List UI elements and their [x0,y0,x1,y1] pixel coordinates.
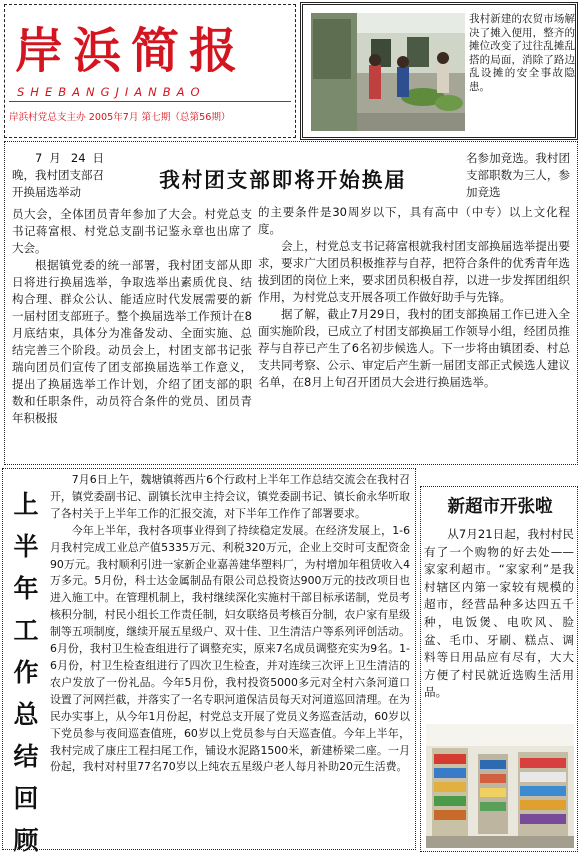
title-char: 工 [13,616,39,645]
article-paragraph: 从7月21日起，我村村民有了一个购物的好去处——家家利超市。“家家利”是我村辖区内第一家较有规模的超市，经营品种多达四五千种，电饭煲、电吹风、脸盆、毛巾、牙刷、糕点、调料等日用品应有尽有，大大方便了村民就近选购生活用品。 [424,527,574,700]
title-char: 作 [13,658,39,687]
article-paragraph: 根据镇党委的统一部署，我村团支部从即日将进行换届选举，争取选举出素质优良、结构合理、群众公认、能适应时代发展需要的新一届村团支部班子。整个换届选举工作预计在8月底结束，具体分为准备发动、全面实施、总结完善三个阶段。动员会上，村团支部书记张瑞向团员们宣传了团支部换届选举工作意义，提出了换届选举工作计划，介绍了团支部的职数和任职条件，动员符合条件的党员、团员青年积极报 [12,258,252,425]
newspaper-title: 岸浜简报 [15,23,248,79]
lead-paragraph: 7 月 24 日晚，我村团支部召开换届选举动 [12,151,104,199]
article-youth-league-title-box [104,156,462,208]
title-char: 顾 [13,826,39,855]
article-supermarket-title: 新超市开张啦 [447,497,553,517]
article-topright-text [466,150,570,201]
article-paragraph: 员大会，全体团员青年参加了大会。村党总支书记蒋富根、村党总支副书记鉴永章也出席了大会。 [12,207,252,255]
article-lead-text [12,150,104,201]
article-paragraph: 的主要条件是30周岁以下，具有高中（中专）以上文化程度。 [258,205,570,236]
article-supermarket-body [424,526,574,702]
article-paragraph: 7月6日上午，魏塘镇蒋西片6个行政村上半年工作总结交流会在我村召开，镇党委副书记、副镇长沈申主持会议，镇党委副书记、镇长俞永华听取了各村关于上半年工作的汇报交流，对下半年工作作了部署要求。 [50,473,410,520]
photo-feature-box [300,2,578,140]
issue-line: 岸浜村党总支主办 2005年7月 第七期（总第56期） [9,112,231,123]
market-photo [311,13,465,131]
title-char: 半 [13,532,39,561]
article-paragraph: 会上，村党总支书记蒋富根就我村团支部换届选举提出要求，要求广大团员积极推荐与自荐，把符合条件的优秀青年选拔到团的岗位上来，要求团员积极自荐，以进一步发挥团组织作用，为村党总支开展各项工作做好助手与先锋。 [258,239,570,304]
masthead [4,4,296,138]
supermarket-photo-image [426,724,574,848]
article-title: 我村团支部即将开始换届 [159,168,407,192]
supermarket-photo [426,724,574,848]
newspaper-pinyin: SHEBANGJIANBAO [17,85,206,99]
article-paragraph: 今年上半年，我村各项事业得到了持续稳定发展。在经济发展上，1-6月我村完成工业总产值5335万元、利税320万元，企业上交时可支配资金90万元。我村顺利引进一家新企业嘉善建华塑料厂，为村增加年租赁收入4万多元。5月份，科士达金属制品有限公司总投资达900万元的技改项目也进入施工中。在管理机制上，我村继续深化实施村干部目标承诺制，党员考核积分制，村民小组长工作责任制，妇女联络员考核百分制，农户家有星级制等五项制度，继续开展五星级户、双十佳、卫生清洁户等系列评创活动。6月份，我村卫生检查组进行了调整充实，原来7名成员调整充实为9名。1-6月份，村卫生检查组进行了四次卫生检查，并对连续三次评上卫生清洁的农户发放了一份礼品。今年5月份，我村投资5000多元对全村六条河道口设置了河网拦截，并落实了一名专职河道保洁员每天对河道巡回清理。在为民办实事上，从今年1月份起，村党总支开展了党员义务巡查活动，60岁以下党员参与夜间巡查值班，60岁以上党员参与白天巡查值。今年上半年，我村完成了康庄工程扫尾工作，铺设水泥路1500米，新建桥梁二座。一月份起，我村对村里77名70岁以上纯农五星级户老人每月补助20元生活费。 [50,523,410,774]
title-char: 总 [13,700,39,729]
title-char: 年 [13,574,39,603]
title-char: 上 [13,490,39,519]
photo-caption: 我村新建的农贸市场解决了摊入便用，整齐的摊位改变了过往乱摊乱搭的局面，消除了路边乱设摊的安全事故隐患。 [469,13,575,93]
article-left-column [12,206,252,427]
article-paragraph: 据了解，截止7月29日，我村的团支部换届工作已进入全面实施阶段，已成立了村团支部换届工作领导小组，经团员推荐与自荐已产生了6名初步候选人。下一步将由镇团委、村总支共同考察、公示、审定后产生新一届团支部正式候选人建议名单，在8月上旬召开团员大会进行换届选举。 [258,307,570,389]
title-char: 结 [13,742,39,771]
article-half-year-body [50,472,410,776]
title-char: 回 [13,784,39,813]
article-vertical-title [6,484,46,855]
masthead-divider [9,101,291,102]
market-photo-image [311,13,465,131]
article-right-column [258,204,570,391]
topright-paragraph: 名参加竞选。我村团支部职数为三人，参加竞选 [466,151,570,199]
